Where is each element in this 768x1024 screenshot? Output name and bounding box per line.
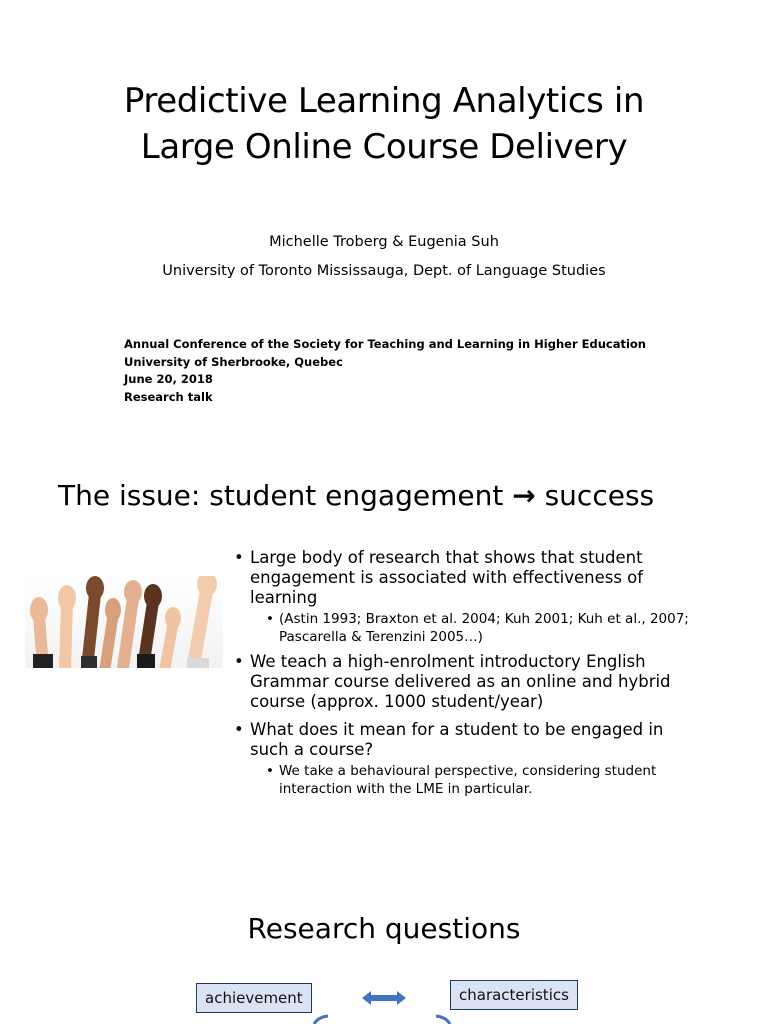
- curved-arrow-right-icon: [432, 1014, 452, 1024]
- double-arrow-icon: [362, 990, 406, 1006]
- slide2-title: [58, 474, 654, 518]
- achievement-box: achievement: [196, 983, 312, 1013]
- bullet-3: • What does it mean for a student to be engaged in such a course?: [232, 720, 742, 760]
- title-prefix: The issue: student engagement: [58, 479, 504, 512]
- bullet-2: • We teach a high-enrolment introductory English Grammar course delivered as an online and hybrid course (approx. 1000 student/year): [232, 652, 742, 712]
- raised-hands-image: [25, 576, 223, 668]
- bullet-1-sub: • (Astin 1993; Braxton et al. 2004; Kuh 2001; Kuh et al., 2007; Pascarella & Terenzini 2005…): [232, 610, 742, 646]
- title-line-2: Large Online Course Delivery: [140, 127, 628, 167]
- curved-arrow-left-icon: [312, 1014, 332, 1024]
- conference-location: University of Sherbrooke, Quebec: [124, 354, 343, 369]
- bullet-3-sub: • We take a behavioural perspective, considering student interaction with the LME in particular.: [232, 762, 742, 798]
- title-line-1: Predictive Learning Analytics in: [123, 81, 645, 121]
- slide1-authors-block: [0, 228, 768, 286]
- title-suffix: success: [544, 479, 655, 512]
- characteristics-box: characteristics: [450, 980, 578, 1010]
- talk-type: Research talk: [124, 389, 213, 404]
- arrow-right-icon: →: [512, 479, 536, 512]
- affiliation: University of Toronto Mississauga, Dept. of Language Studies: [162, 263, 606, 279]
- conference-info: [124, 336, 646, 406]
- conference-name: Annual Conference of the Society for Teaching and Learning in Higher Education: [124, 337, 646, 351]
- slide3-title: Research questions: [247, 912, 521, 945]
- authors: Michelle Troberg & Eugenia Suh: [269, 234, 499, 250]
- slide2-bullets: [232, 548, 742, 798]
- conference-date: June 20, 2018: [124, 372, 213, 386]
- slide1-title: [0, 78, 768, 170]
- bullet-1: • Large body of research that shows that student engagement is associated with effectiveness of learning: [232, 548, 742, 608]
